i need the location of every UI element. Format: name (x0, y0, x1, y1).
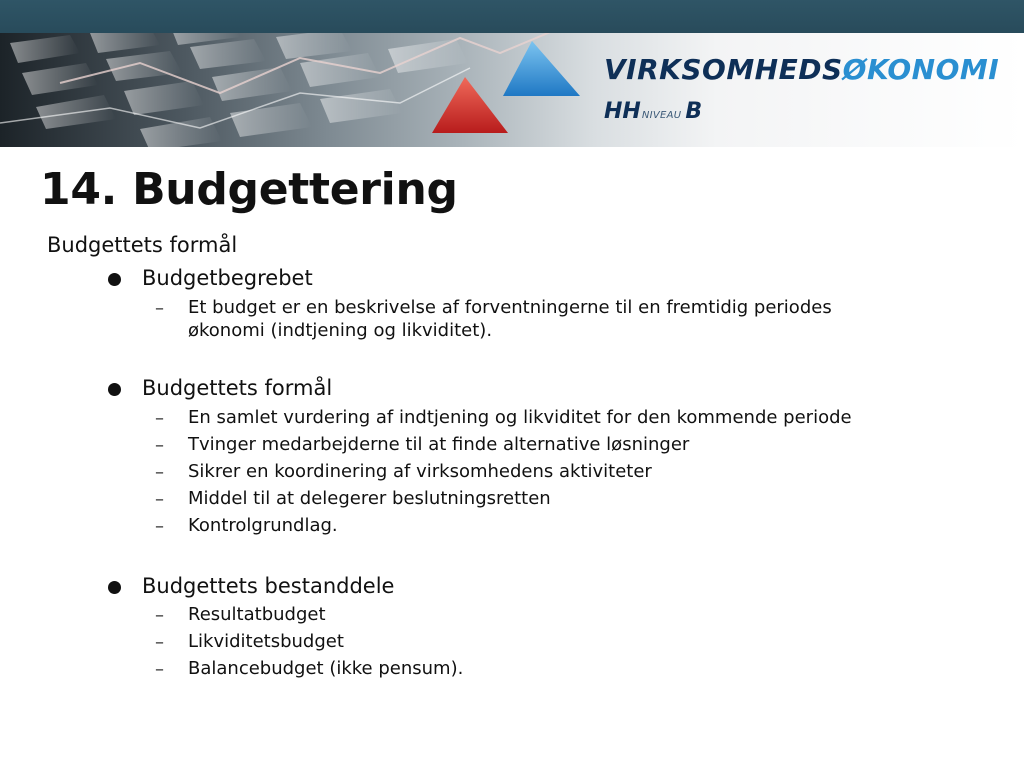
dash-marker: – (155, 632, 164, 653)
section-heading: Budgettets bestanddele (142, 574, 395, 598)
list-item: Balancebudget (ikke pensum). (188, 658, 464, 679)
slide-subtitle: Budgettets formål (47, 233, 238, 257)
list-item: økonomi (indtjening og likviditet). (188, 320, 493, 341)
brand-title-part2: ØKONOMI (842, 53, 1000, 86)
section-heading: Budgettets formål (142, 376, 333, 400)
level-suffix: B (685, 99, 703, 124)
dash-marker: – (155, 659, 164, 680)
list-item: Tvinger medarbejderne til at finde alternative løsninger (188, 434, 690, 455)
dash-marker: – (155, 435, 164, 456)
list-item: Likviditetsbudget (188, 631, 344, 652)
brand-title-part1: VIRKSOMHEDS (604, 53, 843, 86)
level-small: NIVEAU (641, 110, 682, 121)
level-prefix: HH (604, 99, 641, 124)
bullet-icon (108, 581, 121, 594)
dash-marker: – (155, 298, 164, 319)
dash-marker: – (155, 408, 164, 429)
list-item: Resultatbudget (188, 604, 326, 625)
dash-marker: – (155, 489, 164, 510)
dash-marker: – (155, 516, 164, 537)
list-item: En samlet vurdering af indtjening og likviditet for den kommende periode (188, 407, 852, 428)
slide-title: 14. Budgettering (40, 164, 458, 215)
bullet-icon (108, 383, 121, 396)
list-item: Et budget er en beskrivelse af forventningerne til en fremtidig periodes (188, 297, 832, 318)
list-item: Kontrolgrundlag. (188, 515, 338, 536)
dash-marker: – (155, 462, 164, 483)
bullet-icon (108, 273, 121, 286)
list-item: Sikrer en koordinering af virksomhedens aktiviteter (188, 461, 652, 482)
list-item: Middel til at delegerer beslutningsretten (188, 488, 551, 509)
section-heading: Budgetbegrebet (142, 266, 313, 290)
dash-marker: – (155, 605, 164, 626)
